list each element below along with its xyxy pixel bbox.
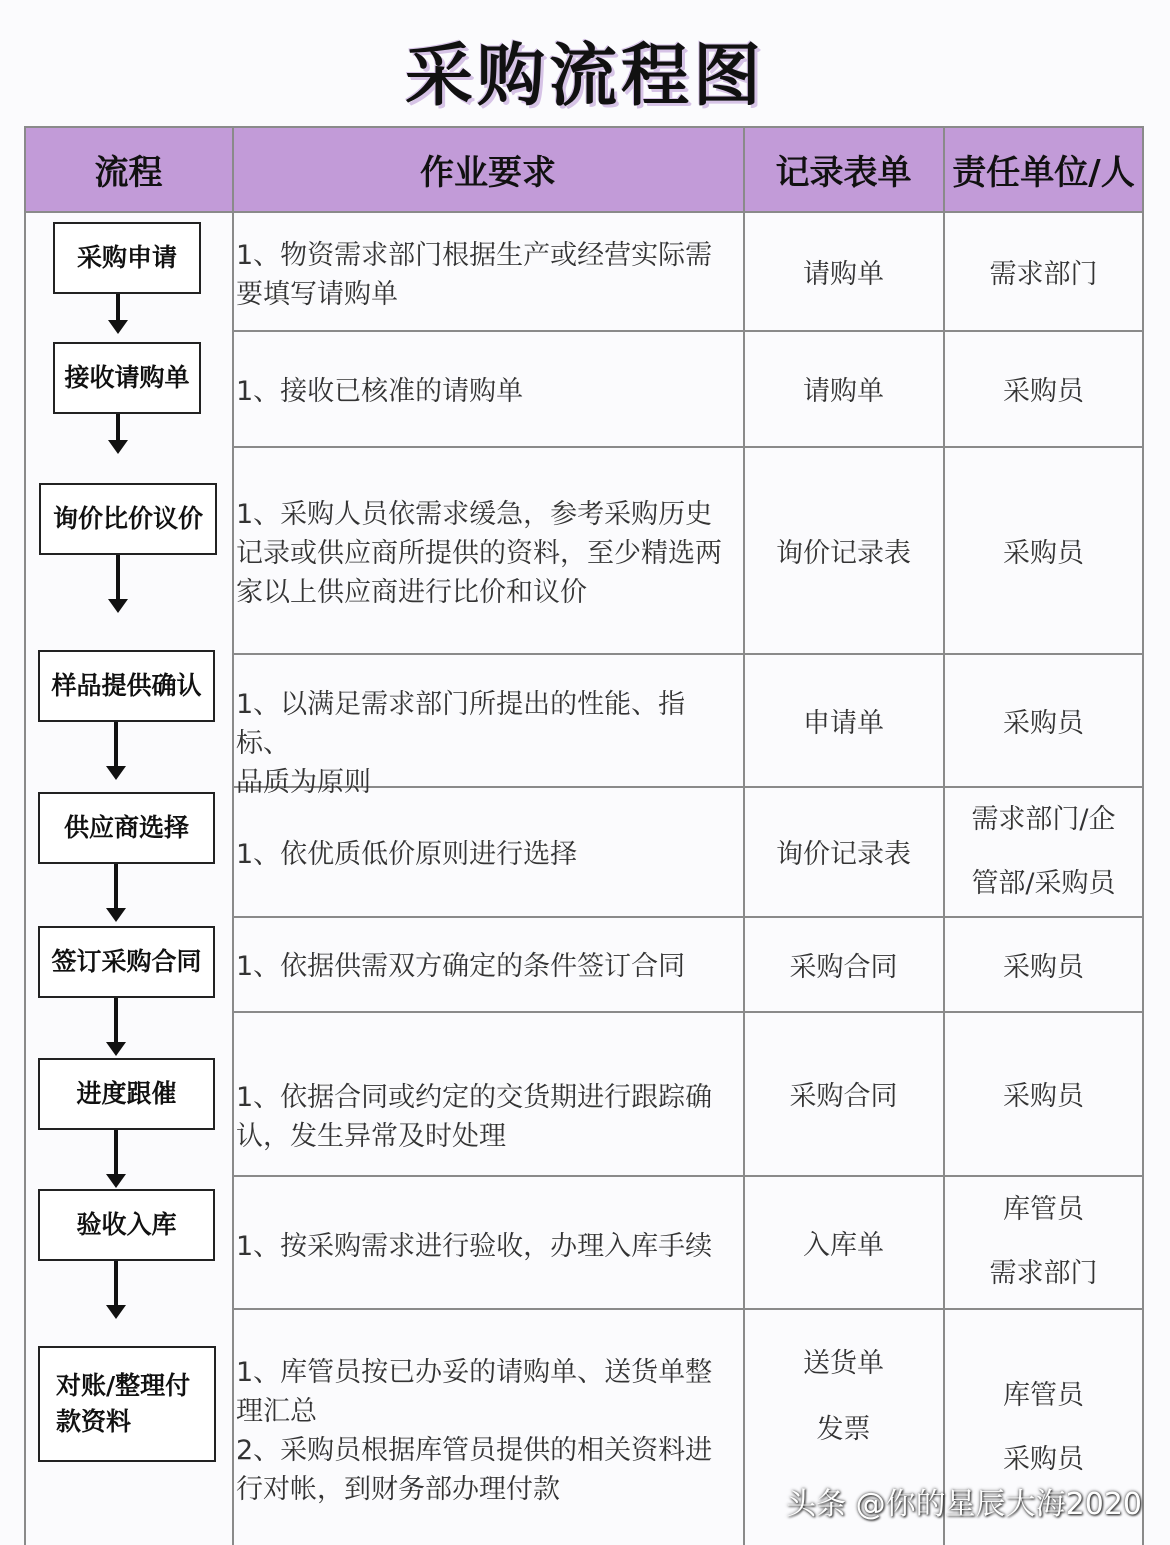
owner-line: 采购员 — [1003, 537, 1084, 569]
flow-step-label-line: 款资料 — [56, 1407, 132, 1436]
owner-line: 采购员 — [1003, 376, 1084, 407]
owner-line: 库管员 — [1003, 1380, 1084, 1411]
watermark: 头条 @你的星辰大海2020 — [786, 1487, 1142, 1522]
flow-arrow — [106, 998, 126, 1056]
requirement-cell — [236, 835, 736, 874]
owner-line: 管部/采购员 — [971, 867, 1116, 899]
requirement-line: 理汇总 — [236, 1396, 317, 1427]
requirement-line: 2、采购员根据库管员提供的相关资料进 — [236, 1435, 713, 1466]
owner-cell — [944, 447, 1143, 653]
record-cell — [744, 1012, 943, 1175]
header-owner: 责任单位/人 — [952, 152, 1135, 193]
record-cell — [744, 1176, 943, 1308]
requirement-cell — [236, 1227, 736, 1266]
flow-arrow — [106, 1130, 126, 1188]
owner-line: 库管员 — [1003, 1194, 1084, 1225]
owner-cell — [944, 1176, 1143, 1308]
header-record: 记录表单 — [775, 152, 912, 193]
grid-line — [24, 126, 26, 1545]
owner-line: 采购员 — [1003, 707, 1084, 739]
header-flow: 流程 — [94, 152, 163, 193]
requirement-line: 1、采购人员依需求缓急，参考采购历史 — [236, 499, 713, 530]
owner-line: 需求部门 — [989, 258, 1098, 290]
flow-step-reconciliation — [38, 1346, 216, 1462]
flow-step-purchase-request: 采购申请 — [53, 222, 201, 294]
requirement-line: 1、接收已核准的请购单 — [236, 376, 524, 407]
record-line: 采购合同 — [789, 1081, 898, 1112]
owner-line: 采购员 — [1003, 951, 1084, 983]
flow-step-supplier-selection: 供应商选择 — [38, 792, 215, 864]
flow-arrow — [106, 1261, 126, 1319]
flow-step-progress-follow: 进度跟催 — [38, 1058, 215, 1130]
requirement-cell — [236, 685, 736, 802]
flow-arrow — [108, 555, 128, 613]
record-cell — [744, 917, 943, 1011]
flow-arrow — [108, 294, 128, 334]
flow-step-sample-confirm: 样品提供确认 — [38, 650, 215, 722]
requirement-cell — [236, 947, 736, 986]
record-line: 询价记录表 — [776, 537, 911, 569]
grid-line — [232, 126, 234, 1545]
record-cell — [744, 1331, 943, 1461]
requirement-line: 1、依据供需双方确定的条件签订合同 — [236, 951, 686, 982]
page-title: 采购流程图 — [404, 37, 765, 116]
requirement-line: 品质为原则 — [236, 767, 371, 798]
record-line: 发票 — [816, 1414, 871, 1445]
owner-cell — [944, 787, 1143, 916]
owner-line: 采购员 — [1003, 1444, 1084, 1475]
requirement-cell — [236, 1353, 736, 1509]
owner-cell — [944, 917, 1143, 1011]
record-line: 询价记录表 — [776, 839, 911, 870]
record-cell — [744, 331, 943, 446]
owner-line: 需求部门 — [989, 1258, 1098, 1289]
requirement-line: 家以上供应商进行比价和议价 — [236, 577, 587, 608]
requirement-cell — [236, 1078, 736, 1156]
record-cell — [744, 787, 943, 916]
requirement-line: 行对帐，到财务部办理付款 — [236, 1474, 560, 1505]
requirement-line: 1、以满足需求部门所提出的性能、指标、 — [236, 689, 686, 759]
requirement-line: 1、物资需求部门根据生产或经营实际需 — [236, 240, 713, 271]
record-line: 请购单 — [803, 376, 884, 407]
requirement-line: 记录或供应商所提供的资料，至少精选两 — [236, 538, 722, 569]
record-line: 请购单 — [803, 258, 884, 290]
record-cell — [744, 212, 943, 330]
requirement-line: 1、依据合同或约定的交货期进行跟踪确 — [236, 1082, 713, 1113]
requirement-cell — [236, 236, 736, 314]
header-requirement: 作业要求 — [420, 152, 556, 193]
flow-arrow — [106, 722, 126, 780]
flow-step-sign-contract: 签订采购合同 — [38, 926, 215, 998]
owner-line: 需求部门/企 — [971, 803, 1116, 835]
record-cell — [744, 654, 943, 786]
flow-step-receive-requisition: 接收请购单 — [53, 342, 201, 414]
grid-line — [233, 1308, 1143, 1310]
owner-cell — [944, 1364, 1143, 1496]
requirement-line: 1、依优质低价原则进行选择 — [236, 839, 578, 870]
requirement-line: 1、库管员按已办妥的请购单、送货单整 — [236, 1357, 713, 1388]
record-line: 入库单 — [803, 1229, 884, 1261]
record-line: 申请单 — [803, 707, 884, 739]
flow-arrow — [106, 864, 126, 922]
requirement-line: 1、按采购需求进行验收，办理入库手续 — [236, 1231, 713, 1262]
requirement-cell — [236, 372, 736, 411]
owner-cell — [944, 1012, 1143, 1175]
record-line: 采购合同 — [789, 951, 898, 983]
record-line: 送货单 — [803, 1348, 884, 1379]
requirement-cell — [236, 495, 736, 612]
requirement-line: 认，发生异常及时处理 — [236, 1121, 506, 1152]
flow-step-inquiry-price: 询价比价议价 — [39, 483, 217, 555]
owner-cell — [944, 331, 1143, 446]
flow-step-acceptance: 验收入库 — [38, 1189, 215, 1261]
record-cell — [744, 447, 943, 653]
flow-step-label-line: 对账/整理付 — [56, 1371, 191, 1400]
owner-cell — [944, 654, 1143, 786]
requirement-line: 要填写请购单 — [236, 279, 398, 310]
grid-line — [24, 126, 1144, 128]
owner-line: 采购员 — [1003, 1081, 1084, 1112]
owner-cell — [944, 212, 1143, 330]
flow-arrow — [108, 414, 128, 454]
